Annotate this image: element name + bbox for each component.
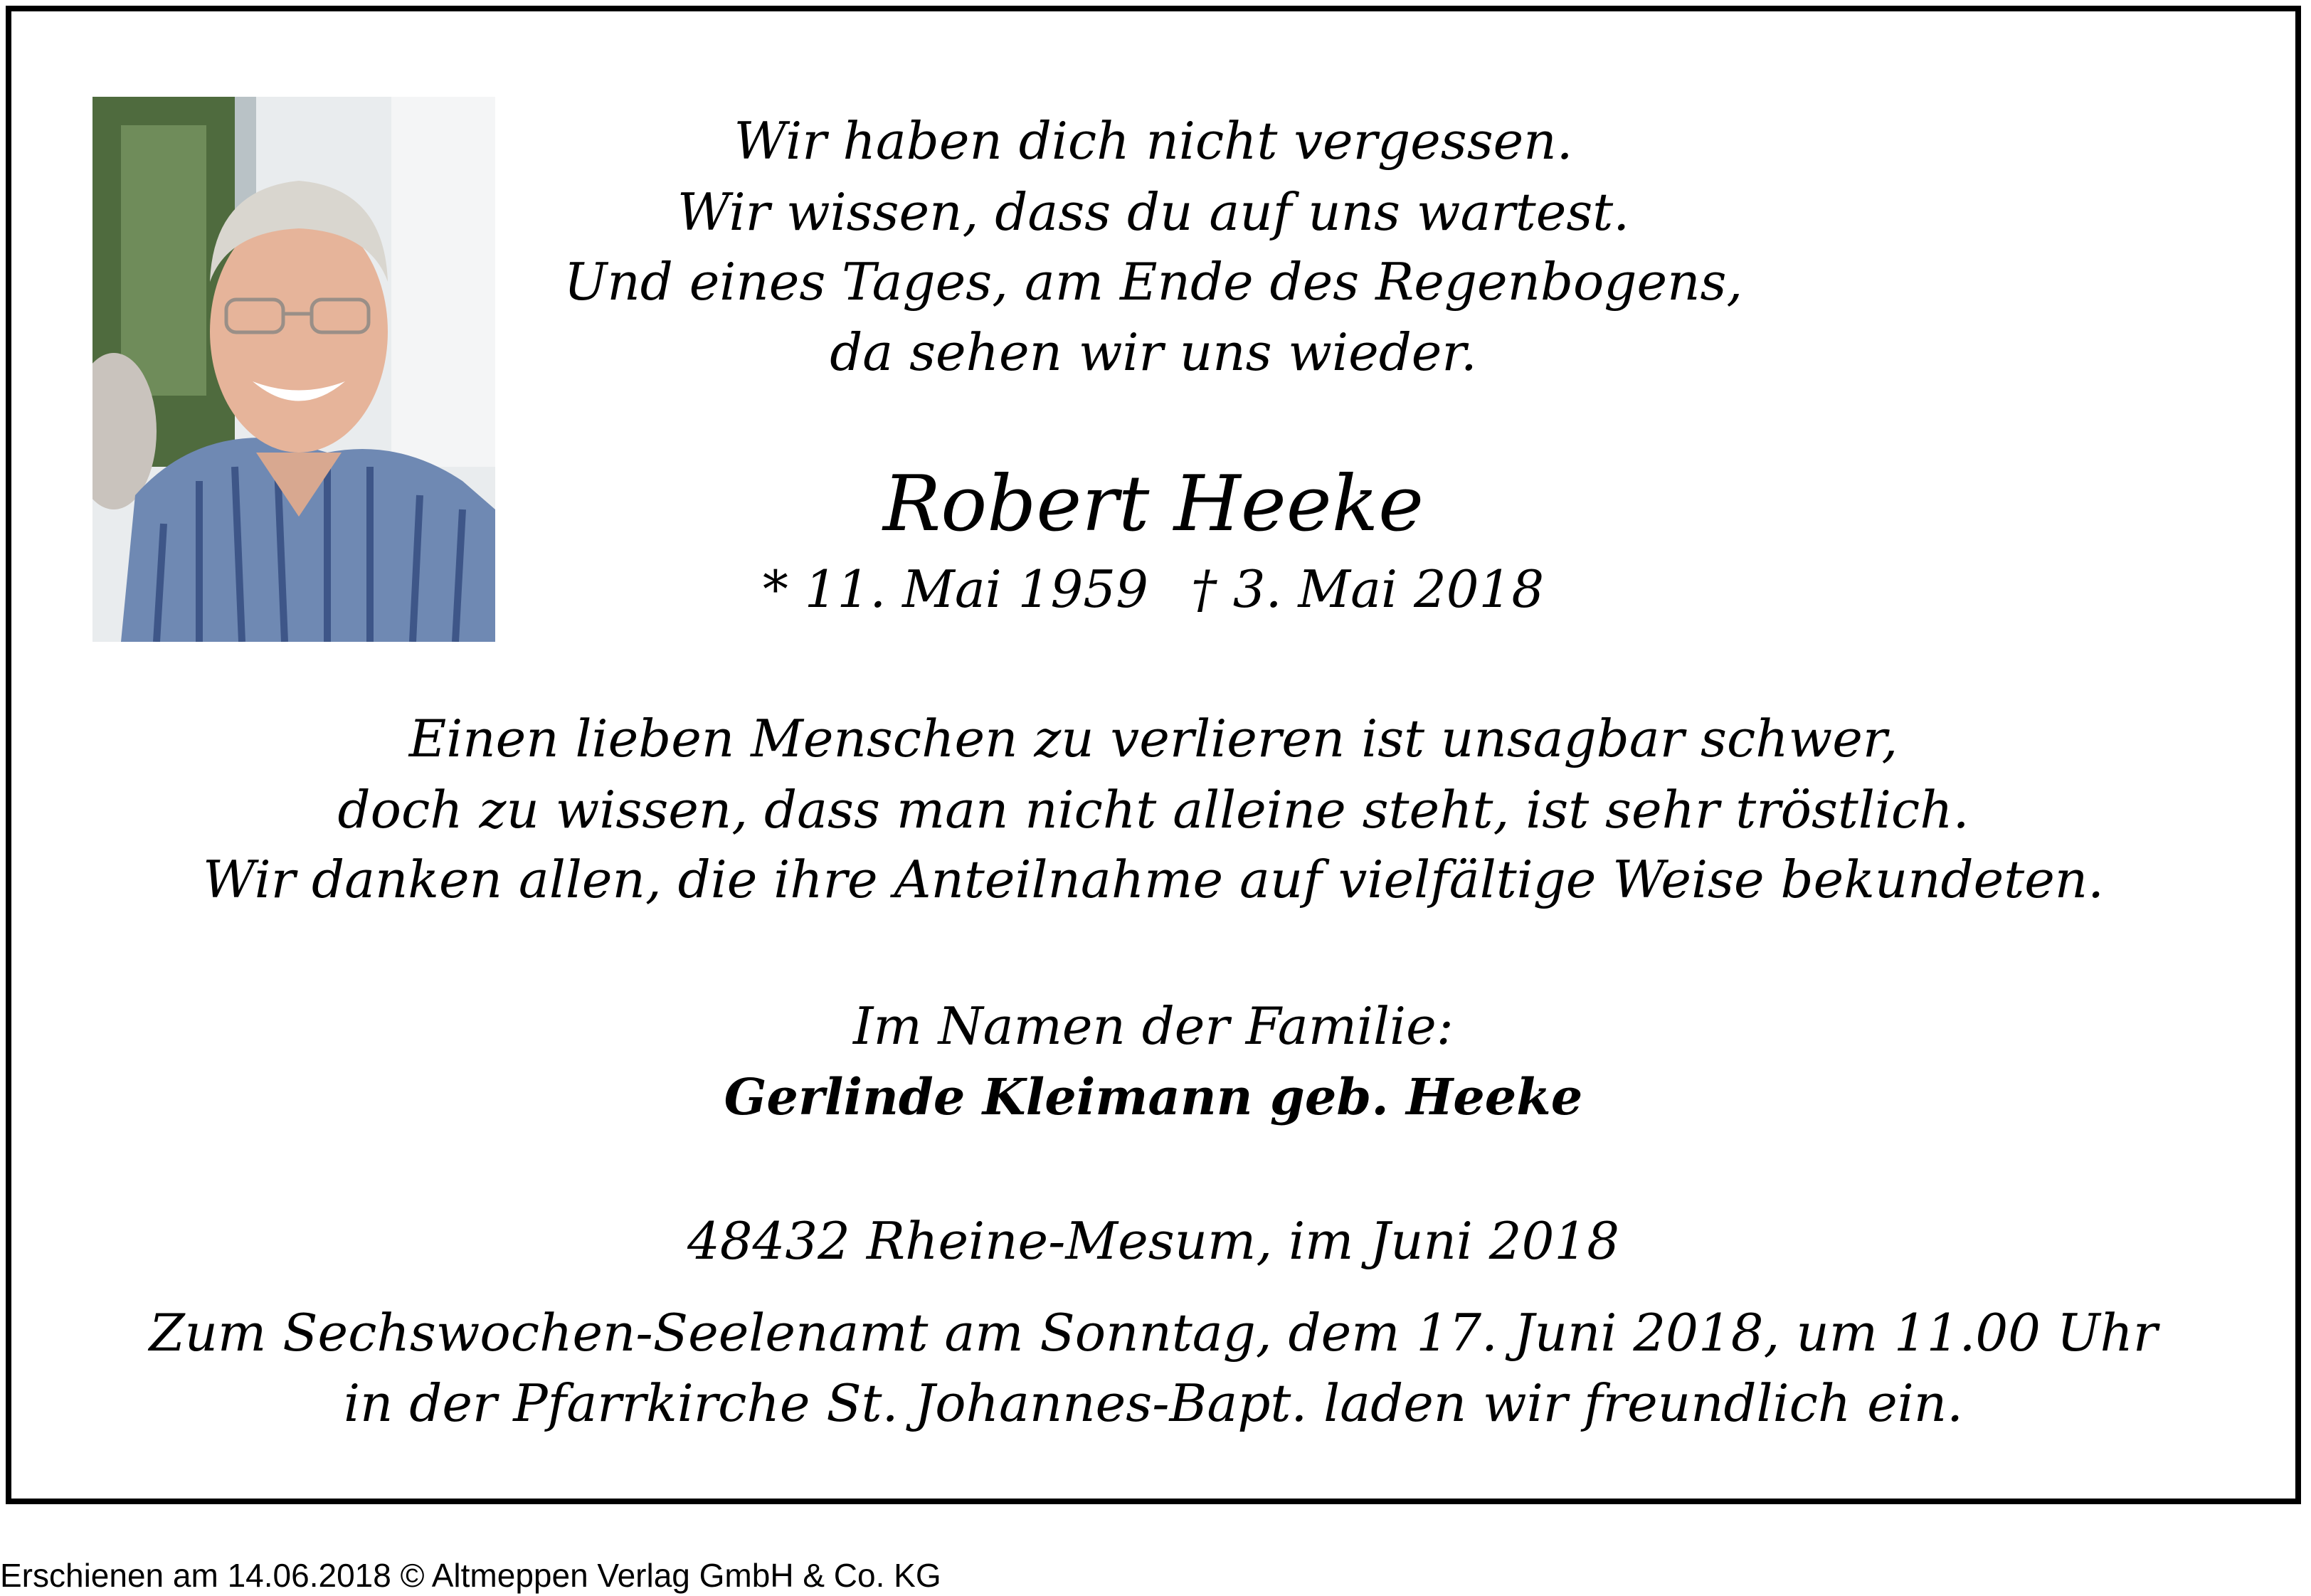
death-date: † 3. Mai 2018 <box>1190 559 1545 619</box>
verse-line-2: Wir wissen, dass du auf uns wartest. <box>677 182 1630 242</box>
thanks-line-2: doch zu wissen, dass man nicht alleine steht, ist sehr tröstlich. <box>337 780 1969 840</box>
birth-date: * 11. Mai 1959 <box>762 559 1148 619</box>
obituary-notice <box>6 6 2301 1504</box>
service-line-2: in der Pfarrkirche St. Johannes-Bapt. laden wir freundlich ein. <box>343 1373 1964 1433</box>
life-dates <box>11 559 2295 619</box>
verse-line-1: Wir haben dich nicht vergessen. <box>734 111 1573 171</box>
verse-line-4: da sehen wir uns wieder. <box>830 322 1477 382</box>
deceased-name: Robert Heeke <box>882 460 1424 549</box>
place-date: 48432 Rheine-Mesum, im Juni 2018 <box>687 1211 1620 1271</box>
verse-line-3: Und eines Tages, am Ende des Regenbogens, <box>564 252 1743 312</box>
service-line-1: Zum Sechswochen-Seelenamt am Sonntag, dem 17. Juni 2018, um 11.00 Uhr <box>149 1303 2158 1363</box>
thanks-line-1: Einen lieben Menschen zu verlieren ist unsagbar schwer, <box>408 709 1898 768</box>
family-signature: Gerlinde Kleimann geb. Heeke <box>724 1067 1583 1126</box>
thanks-line-3: Wir danken allen, die ihre Anteilnahme auf vielfältige Weise bekundeten. <box>202 850 2105 909</box>
publication-footer: Erschienen am 14.06.2018 © Altmeppen Verlag GmbH & Co. KG <box>0 1557 941 1594</box>
family-intro: Im Namen der Familie: <box>853 996 1454 1056</box>
